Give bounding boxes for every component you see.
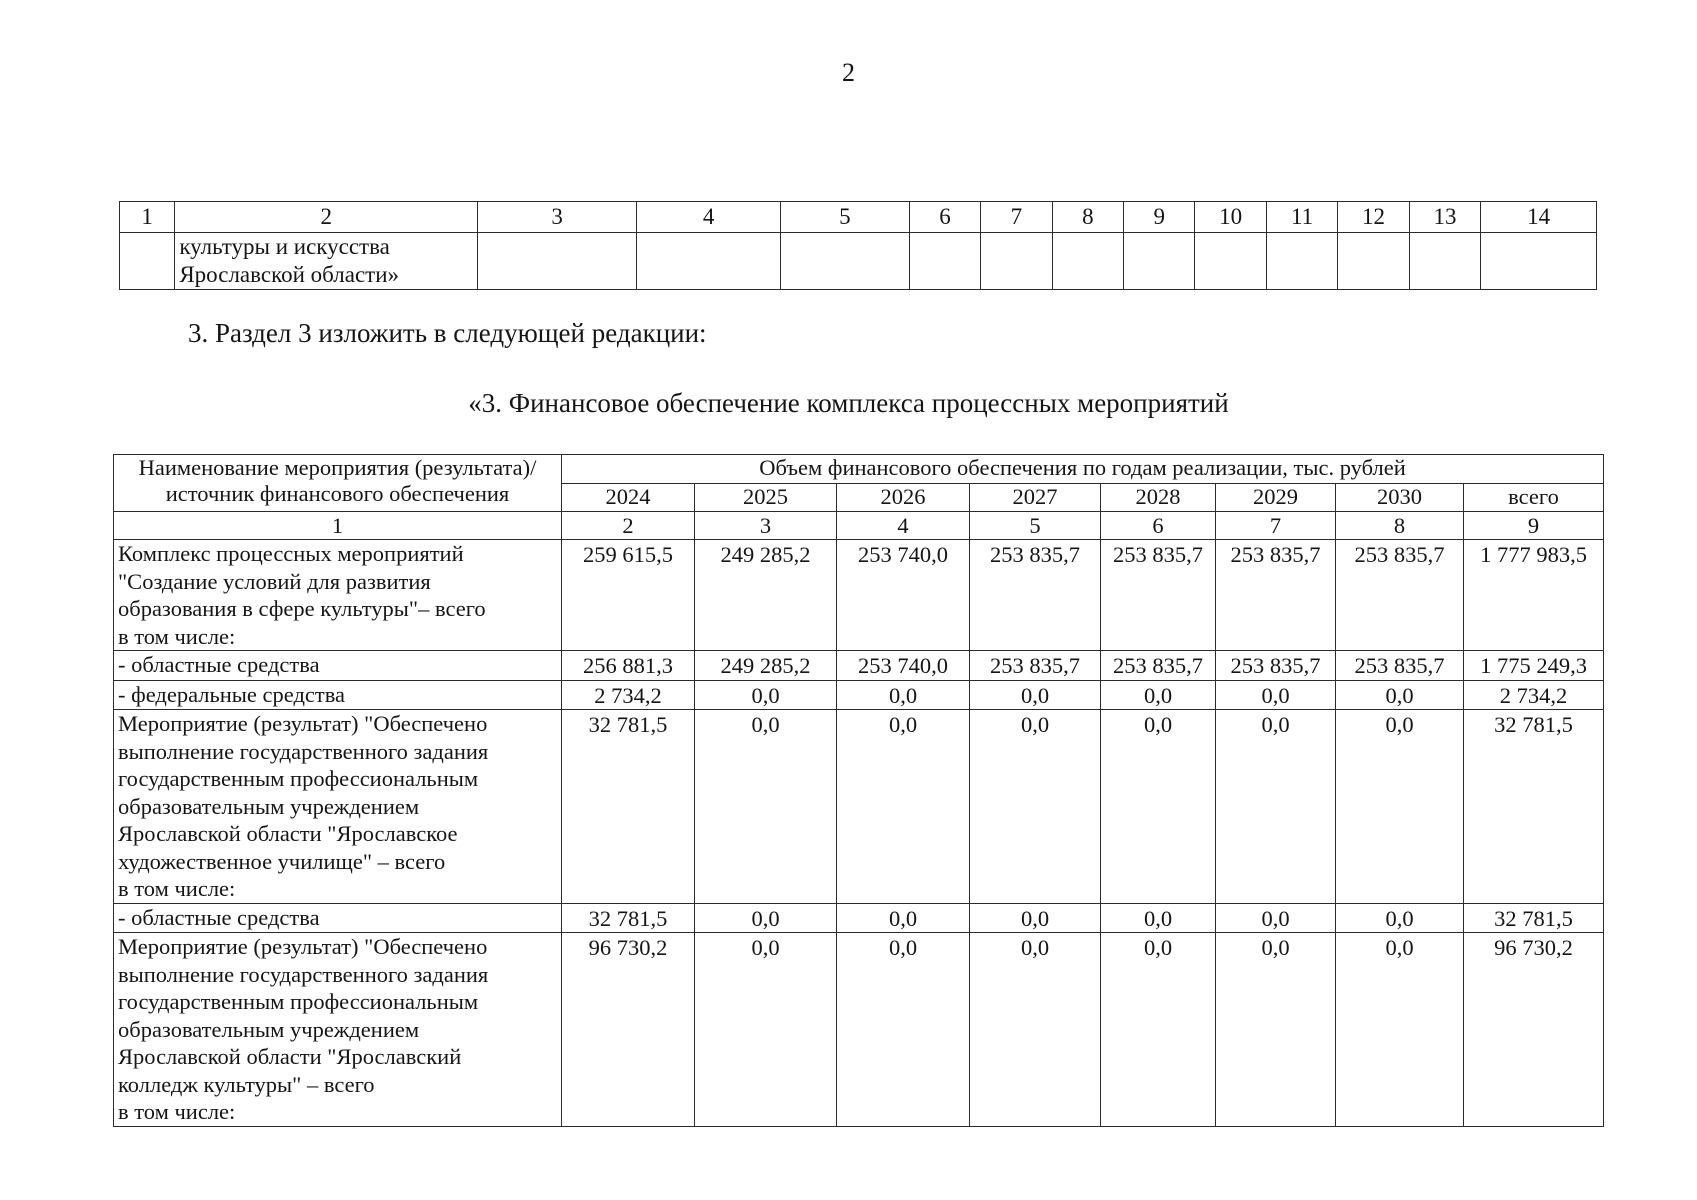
year-header: 2029: [1216, 484, 1336, 512]
column-number-row: [114, 512, 1604, 540]
column-number: 14: [1481, 202, 1597, 233]
value-cell: 0,0: [1216, 680, 1336, 710]
column-number: 5: [781, 202, 910, 233]
value-cell: 0,0: [1101, 903, 1216, 933]
value-cell: 0,0: [695, 680, 837, 710]
column-number: 9: [1464, 512, 1604, 540]
value-cell: 253 835,7: [1336, 651, 1464, 681]
value-cell: 253 835,7: [1101, 651, 1216, 681]
table-cell: [981, 233, 1052, 290]
volume-header-cell: Объем финансового обеспечения по годам реализации, тыс. рублей: [562, 455, 1604, 484]
column-number: 8: [1052, 202, 1123, 233]
column-number: 4: [637, 202, 781, 233]
value-cell: 0,0: [970, 680, 1101, 710]
table-cell: [478, 233, 637, 290]
table-row: [114, 903, 1604, 933]
table-cell: [120, 233, 175, 290]
column-number: 3: [695, 512, 837, 540]
total-cell: 96 730,2: [1464, 933, 1604, 1127]
value-cell: 96 730,2: [562, 933, 695, 1127]
total-cell: 2 734,2: [1464, 680, 1604, 710]
row-name-line: - федеральные средства: [118, 681, 346, 707]
cell-text-line: культуры и искусства: [179, 234, 390, 259]
value-cell: 253 835,7: [1216, 651, 1336, 681]
row-name-cell: [114, 710, 562, 904]
row-name-line: - областные средства: [118, 652, 320, 677]
total-cell: 32 781,5: [1464, 903, 1604, 933]
table-cell: [175, 233, 478, 290]
row-name-line: Ярославской области "Ярославский: [118, 1044, 462, 1069]
value-cell: 0,0: [1216, 903, 1336, 933]
row-name-line: выполнение государственного задания: [118, 961, 489, 987]
table-row: [114, 540, 1604, 651]
row-name-cell: [114, 651, 562, 681]
row-name-line: государственным профессиональным: [118, 989, 479, 1014]
column-number: 7: [1216, 512, 1336, 540]
table-cell: [637, 233, 781, 290]
table-cell: [1481, 233, 1597, 290]
value-cell: 0,0: [970, 710, 1101, 904]
row-name-line: Мероприятие (результат) "Обеспечено: [118, 934, 488, 959]
year-header: 2030: [1336, 484, 1464, 512]
row-name-line: в том числе:: [118, 876, 236, 901]
value-cell: 0,0: [695, 903, 837, 933]
header-text-line: источник финансового обеспечения: [165, 481, 510, 506]
value-cell: 0,0: [1336, 903, 1464, 933]
value-cell: 0,0: [1101, 933, 1216, 1127]
table-row: [114, 710, 1604, 904]
table-row: [114, 651, 1604, 681]
continuation-row: [120, 233, 1597, 290]
column-number: 3: [478, 202, 637, 233]
column-number: 1: [114, 512, 562, 540]
value-cell: 32 781,5: [562, 903, 695, 933]
row-name-line: выполнение государственного задания: [118, 738, 489, 764]
section-title: «3. Финансовое обеспечение комплекса процессных мероприятий: [468, 388, 1229, 418]
table-cell: [1409, 233, 1480, 290]
year-header: 2024: [562, 484, 695, 512]
row-name-cell: [114, 933, 562, 1127]
row-name-line: образовательным учреждением: [118, 1016, 420, 1042]
value-cell: 253 835,7: [1336, 540, 1464, 651]
total-cell: 1 775 249,3: [1464, 651, 1604, 681]
row-name-line: колледж культуры" – всего: [118, 1071, 375, 1097]
column-number: 13: [1409, 202, 1480, 233]
row-name-line: образования в сфере культуры"– всего: [118, 596, 486, 621]
column-number: 7: [981, 202, 1052, 233]
column-number: 1: [120, 202, 175, 233]
value-cell: 249 285,2: [695, 540, 837, 651]
column-number: 9: [1124, 202, 1195, 233]
column-number: 2: [175, 202, 478, 233]
year-header: 2027: [970, 484, 1101, 512]
column-number: 4: [837, 512, 970, 540]
row-name-cell: [114, 540, 562, 651]
row-name-cell: [114, 680, 562, 710]
column-number: 12: [1338, 202, 1409, 233]
value-cell: 0,0: [970, 903, 1101, 933]
column-number: 6: [909, 202, 980, 233]
value-cell: 253 835,7: [970, 651, 1101, 681]
table-row: [114, 933, 1604, 1127]
row-name-line: - областные средства: [118, 904, 320, 930]
value-cell: 0,0: [1336, 710, 1464, 904]
table-cell: [1124, 233, 1195, 290]
total-cell: 1 777 983,5: [1464, 540, 1604, 651]
finance-table: [113, 454, 1604, 1127]
row-name-cell: [114, 903, 562, 933]
value-cell: 0,0: [970, 933, 1101, 1127]
value-cell: 0,0: [837, 710, 970, 904]
value-cell: 0,0: [1336, 933, 1464, 1127]
value-cell: 0,0: [695, 710, 837, 904]
row-name-line: Мероприятие (результат) "Обеспечено: [118, 711, 488, 736]
table-cell: [1195, 233, 1266, 290]
value-cell: 0,0: [837, 933, 970, 1127]
row-name-line: образовательным учреждением: [118, 793, 420, 819]
value-cell: 256 881,3: [562, 651, 695, 681]
total-cell: 32 781,5: [1464, 710, 1604, 904]
page-number: 2: [842, 58, 855, 87]
value-cell: 0,0: [1216, 933, 1336, 1127]
column-number: 6: [1101, 512, 1216, 540]
cell-text-line: Ярославской области»: [179, 261, 400, 287]
column-number: 11: [1266, 202, 1337, 233]
value-cell: 253 740,0: [837, 540, 970, 651]
continuation-table: [119, 201, 1597, 290]
header-text-line: Наименование мероприятия (результата)/: [138, 455, 537, 480]
value-cell: 0,0: [1101, 680, 1216, 710]
row-name-line: в том числе:: [118, 623, 236, 649]
value-cell: 0,0: [695, 933, 837, 1127]
column-number: 2: [562, 512, 695, 540]
table-cell: [909, 233, 980, 290]
value-cell: 32 781,5: [562, 710, 695, 904]
value-cell: 0,0: [837, 680, 970, 710]
column-number: 8: [1336, 512, 1464, 540]
table-row: [114, 680, 1604, 710]
column-number: 5: [970, 512, 1101, 540]
value-cell: 0,0: [1216, 710, 1336, 904]
value-cell: 2 734,2: [562, 680, 695, 710]
row-name-line: государственным профессиональным: [118, 766, 479, 791]
row-name-line: Ярославской области "Ярославское: [118, 821, 458, 846]
value-cell: 253 835,7: [1216, 540, 1336, 651]
row-name-line: художественное училище" – всего: [118, 848, 446, 874]
table-cell: [1338, 233, 1409, 290]
value-cell: 249 285,2: [695, 651, 837, 681]
row-name-line: "Создание условий для развития: [118, 568, 431, 594]
table-cell: [1052, 233, 1123, 290]
table-cell: [781, 233, 910, 290]
continuation-header-row: [120, 202, 1597, 233]
year-header: 2028: [1101, 484, 1216, 512]
table-cell: [1266, 233, 1337, 290]
value-cell: 0,0: [1101, 710, 1216, 904]
value-cell: 253 835,7: [1101, 540, 1216, 651]
value-cell: 253 835,7: [970, 540, 1101, 651]
row-name-line: Комплекс процессных мероприятий: [118, 541, 464, 566]
finance-header-row: [114, 455, 1604, 484]
value-cell: 0,0: [1336, 680, 1464, 710]
value-cell: 0,0: [837, 903, 970, 933]
name-header-cell: [114, 455, 562, 512]
amendment-paragraph: 3. Раздел 3 изложить в следующей редакции:: [188, 318, 707, 348]
year-header: 2026: [837, 484, 970, 512]
column-number: 10: [1195, 202, 1266, 233]
value-cell: 253 740,0: [837, 651, 970, 681]
year-header: 2025: [695, 484, 837, 512]
value-cell: 259 615,5: [562, 540, 695, 651]
total-header: всего: [1464, 484, 1604, 512]
row-name-line: в том числе:: [118, 1099, 236, 1124]
